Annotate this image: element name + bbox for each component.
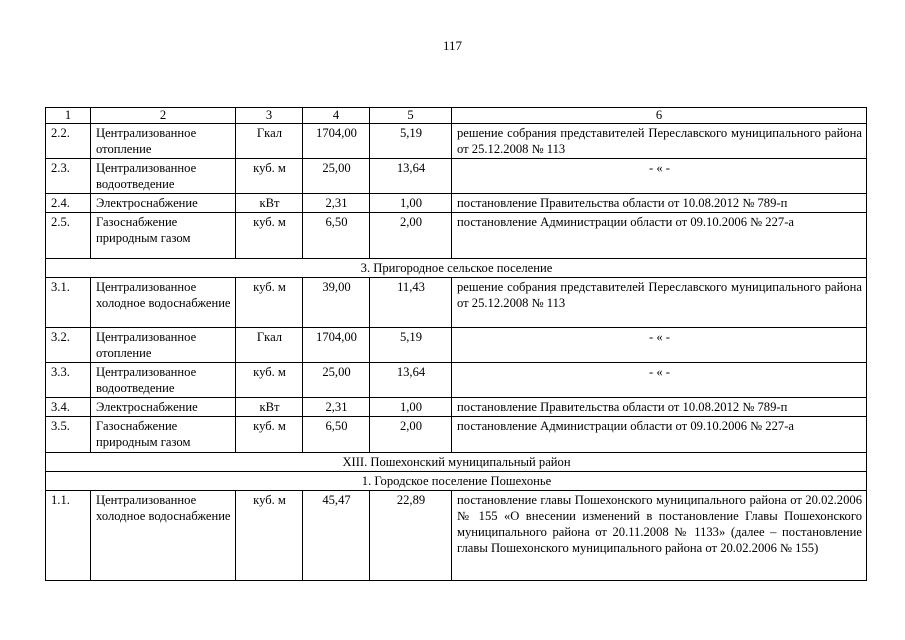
table-row [46, 363, 867, 398]
norm-value: 39,00 [303, 278, 370, 328]
service-name: Централизованное холодное водоснабжение [91, 278, 236, 328]
service-name: Централизованное водоотведение [91, 363, 236, 398]
table-row [46, 159, 867, 194]
norm-value: 2,31 [303, 398, 370, 417]
table-row [46, 194, 867, 213]
unit-of-measure: куб. м [236, 278, 303, 328]
legal-basis: - « - [452, 159, 867, 194]
tariff-value: 1,00 [370, 194, 452, 213]
row-number: 1.1. [46, 491, 91, 581]
column-header: 2 [91, 108, 236, 124]
unit-of-measure: куб. м [236, 213, 303, 259]
section-title: 1. Городское поселение Пошехонье [46, 472, 867, 491]
legal-basis: постановление главы Пошехонского муниципального района от 20.02.2006 № 155 «О внесении изменений в постановление Главы Пошехонского муниципального района от 20.11.2008 № 1133» (далее – постановление главы Пошехонского муниципального района от 20.02.2006 № 155) [452, 491, 867, 581]
legal-basis: решение собрания представителей Переславского муниципального района от 25.12.2008 № 113 [452, 278, 867, 328]
tariff-value: 13,64 [370, 363, 452, 398]
legal-basis: постановление Администрации области от 09.10.2006 № 227-а [452, 417, 867, 453]
table-row [46, 328, 867, 363]
table-row [46, 213, 867, 259]
service-name: Централизованное отопление [91, 328, 236, 363]
row-number: 3.3. [46, 363, 91, 398]
row-number: 3.5. [46, 417, 91, 453]
tariff-value: 2,00 [370, 417, 452, 453]
column-header: 5 [370, 108, 452, 124]
column-header: 1 [46, 108, 91, 124]
norm-value: 6,50 [303, 213, 370, 259]
tariff-value: 11,43 [370, 278, 452, 328]
service-name: Централизованное отопление [91, 124, 236, 159]
row-number: 2.3. [46, 159, 91, 194]
row-number: 3.1. [46, 278, 91, 328]
section-row [46, 259, 867, 278]
table-row [46, 124, 867, 159]
unit-of-measure: Гкал [236, 328, 303, 363]
service-name: Централизованное водоотведение [91, 159, 236, 194]
tariff-value: 2,00 [370, 213, 452, 259]
service-name: Газоснабжение природным газом [91, 417, 236, 453]
legal-basis: постановление Администрации области от 09.10.2006 № 227-а [452, 213, 867, 259]
legal-basis: решение собрания представителей Переславского муниципального района от 25.12.2008 № 113 [452, 124, 867, 159]
section-title: 3. Пригородное сельское поселение [46, 259, 867, 278]
service-name: Электроснабжение [91, 194, 236, 213]
unit-of-measure: куб. м [236, 417, 303, 453]
service-name: Электроснабжение [91, 398, 236, 417]
row-number: 2.5. [46, 213, 91, 259]
row-number: 3.4. [46, 398, 91, 417]
legal-basis: постановление Правительства области от 10.08.2012 № 789-п [452, 398, 867, 417]
section-title: XIII. Пошехонский муниципальный район [46, 453, 867, 472]
tariff-value: 22,89 [370, 491, 452, 581]
norm-value: 1704,00 [303, 124, 370, 159]
row-number: 3.2. [46, 328, 91, 363]
table-row [46, 398, 867, 417]
legal-basis: - « - [452, 363, 867, 398]
table-row [46, 278, 867, 328]
table-header-row [46, 108, 867, 124]
column-header: 4 [303, 108, 370, 124]
table-row [46, 417, 867, 453]
unit-of-measure: Гкал [236, 124, 303, 159]
norm-value: 45,47 [303, 491, 370, 581]
norm-value: 6,50 [303, 417, 370, 453]
unit-of-measure: куб. м [236, 363, 303, 398]
tariff-table [45, 107, 867, 581]
norm-value: 25,00 [303, 159, 370, 194]
service-name: Централизованное холодное водоснабжение [91, 491, 236, 581]
norm-value: 2,31 [303, 194, 370, 213]
legal-basis: - « - [452, 328, 867, 363]
legal-basis: постановление Правительства области от 10.08.2012 № 789-п [452, 194, 867, 213]
unit-of-measure: куб. м [236, 491, 303, 581]
tariff-value: 5,19 [370, 124, 452, 159]
norm-value: 1704,00 [303, 328, 370, 363]
tariff-value: 5,19 [370, 328, 452, 363]
unit-of-measure: кВт [236, 398, 303, 417]
section-row [46, 472, 867, 491]
unit-of-measure: куб. м [236, 159, 303, 194]
column-header: 3 [236, 108, 303, 124]
norm-value: 25,00 [303, 363, 370, 398]
column-header: 6 [452, 108, 867, 124]
row-number: 2.4. [46, 194, 91, 213]
service-name: Газоснабжение природным газом [91, 213, 236, 259]
tariff-value: 13,64 [370, 159, 452, 194]
row-number: 2.2. [46, 124, 91, 159]
tariff-value: 1,00 [370, 398, 452, 417]
unit-of-measure: кВт [236, 194, 303, 213]
section-row [46, 453, 867, 472]
page-number: 117 [442, 38, 463, 53]
table-row [46, 491, 867, 581]
